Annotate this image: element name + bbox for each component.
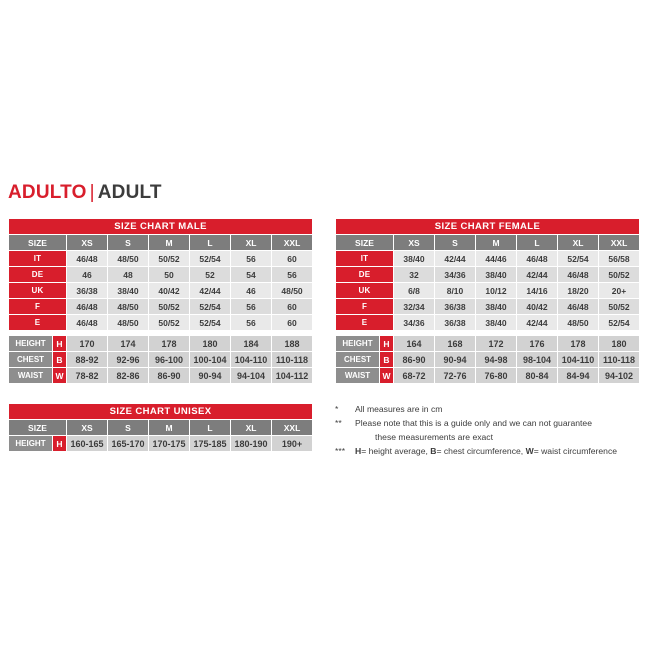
male-column-header: XL xyxy=(231,235,272,251)
size-chart-unisex xyxy=(8,403,313,452)
male-column-header: SIZE xyxy=(9,235,67,251)
measure-cell: 104-112 xyxy=(272,368,313,384)
measure-cell: 86-90 xyxy=(149,368,190,384)
male-measure-label: WAIST xyxy=(9,368,53,384)
table-cell: 10/12 xyxy=(476,283,517,299)
page-title-primary: ADULTO xyxy=(8,182,87,203)
measure-cell: 170-175 xyxy=(149,436,190,452)
table-cell: 34/36 xyxy=(435,267,476,283)
measure-cell: 175-185 xyxy=(190,436,231,452)
male-measure-label: HEIGHT xyxy=(9,336,53,352)
table-cell: 36/38 xyxy=(435,299,476,315)
male-row-label: DE xyxy=(9,267,67,283)
male-measure-label: CHEST xyxy=(9,352,53,368)
female-column-header: M xyxy=(476,235,517,251)
measure-cell: 168 xyxy=(435,336,476,352)
table-cell: 46/48 xyxy=(67,299,108,315)
unisex-column-header: XS xyxy=(67,420,108,436)
measure-cell: 92-96 xyxy=(108,352,149,368)
table-cell: 52/54 xyxy=(190,251,231,267)
unisex-column-header: SIZE xyxy=(9,420,67,436)
female-title: SIZE CHART FEMALE xyxy=(336,219,640,235)
table-cell: 60 xyxy=(272,315,313,331)
table-row xyxy=(336,267,640,283)
note-text: these measurements are exact xyxy=(375,432,493,442)
measure-cell: 184 xyxy=(231,336,272,352)
measure-row xyxy=(9,352,313,368)
male-column-header: M xyxy=(149,235,190,251)
female-column-header: S xyxy=(435,235,476,251)
table-cell: 60 xyxy=(272,251,313,267)
table-row xyxy=(336,315,640,331)
table-cell: 46/48 xyxy=(558,267,599,283)
male-header-row xyxy=(9,235,313,251)
measure-cell: 180 xyxy=(190,336,231,352)
measure-row xyxy=(9,368,313,384)
table-cell: 50 xyxy=(149,267,190,283)
female-column-header: XS xyxy=(394,235,435,251)
table-cell: 46/48 xyxy=(67,315,108,331)
table-cell: 48/50 xyxy=(272,283,313,299)
measure-cell: 160-165 xyxy=(67,436,108,452)
female-column-header: XXL xyxy=(599,235,640,251)
table-cell: 52/54 xyxy=(190,315,231,331)
table-cell: 34/36 xyxy=(394,315,435,331)
male-row-label: UK xyxy=(9,283,67,299)
table-cell: 48/50 xyxy=(108,251,149,267)
table-cell: 44/46 xyxy=(476,251,517,267)
unisex-title: SIZE CHART UNISEX xyxy=(9,404,313,420)
measure-cell: 84-94 xyxy=(558,368,599,384)
measure-cell: 76-80 xyxy=(476,368,517,384)
table-male-body xyxy=(9,219,313,384)
measure-cell: 164 xyxy=(394,336,435,352)
table-cell: 56 xyxy=(231,299,272,315)
male-column-header: L xyxy=(190,235,231,251)
male-column-header: XS xyxy=(67,235,108,251)
note-marker: * xyxy=(335,404,339,414)
note-marker xyxy=(335,431,355,444)
unisex-header-row xyxy=(9,420,313,436)
table-cell: 40/42 xyxy=(149,283,190,299)
female-row-label: F xyxy=(336,299,394,315)
measure-cell: 190+ xyxy=(272,436,313,452)
table-cell: 46/48 xyxy=(558,299,599,315)
measure-cell: 78-82 xyxy=(67,368,108,384)
female-measure-letter: H xyxy=(380,336,394,352)
table-cell: 54 xyxy=(231,267,272,283)
male-row-label: IT xyxy=(9,251,67,267)
male-row-label: F xyxy=(9,299,67,315)
measure-cell: 170 xyxy=(67,336,108,352)
table-cell: 46 xyxy=(67,267,108,283)
measure-cell: 172 xyxy=(476,336,517,352)
note-marker: *** xyxy=(335,446,346,456)
table-row xyxy=(9,283,313,299)
female-column-header: XL xyxy=(558,235,599,251)
table-row xyxy=(9,315,313,331)
table-cell: 50/52 xyxy=(149,251,190,267)
measure-cell: 82-86 xyxy=(108,368,149,384)
table-cell: 50/52 xyxy=(599,267,640,283)
unisex-column-header: L xyxy=(190,420,231,436)
measure-cell: 188 xyxy=(272,336,313,352)
note-item xyxy=(335,445,640,458)
table-cell: 40/42 xyxy=(517,299,558,315)
table-cell: 48/50 xyxy=(108,299,149,315)
table-row xyxy=(336,299,640,315)
note-text: Please note that this is a guide only and we can not guarantee xyxy=(355,418,592,428)
table-cell: 20+ xyxy=(599,283,640,299)
table-cell: 48 xyxy=(108,267,149,283)
page-title-separator: | xyxy=(89,182,95,203)
table-cell: 56 xyxy=(231,251,272,267)
measure-row xyxy=(9,336,313,352)
table-female-body xyxy=(336,219,640,384)
male-column-header: XXL xyxy=(272,235,313,251)
table-cell: 38/40 xyxy=(108,283,149,299)
measure-cell: 110-118 xyxy=(272,352,313,368)
female-measure-label: HEIGHT xyxy=(336,336,380,352)
unisex-title-row xyxy=(9,404,313,420)
measure-cell: 98-104 xyxy=(517,352,558,368)
note-item xyxy=(335,403,640,416)
table-cell: 56/58 xyxy=(599,251,640,267)
table-cell: 50/52 xyxy=(149,315,190,331)
size-chart-male xyxy=(8,218,313,384)
measure-cell: 104-110 xyxy=(231,352,272,368)
table-row xyxy=(336,283,640,299)
table-cell: 46/48 xyxy=(517,251,558,267)
size-chart-female xyxy=(335,218,640,384)
table-cell: 42/44 xyxy=(435,251,476,267)
table-cell: 50/52 xyxy=(599,299,640,315)
female-title-row xyxy=(336,219,640,235)
measure-cell: 68-72 xyxy=(394,368,435,384)
table-cell: 36/38 xyxy=(67,283,108,299)
table-cell: 14/16 xyxy=(517,283,558,299)
table-cell: 46/48 xyxy=(67,251,108,267)
table-row xyxy=(9,251,313,267)
male-measure-letter: B xyxy=(53,352,67,368)
table-cell: 8/10 xyxy=(435,283,476,299)
table-row xyxy=(336,251,640,267)
unisex-measure-letter: H xyxy=(53,436,67,452)
note-text: H= height average, B= chest circumference, W= waist circumference xyxy=(355,446,618,456)
table-cell: 18/20 xyxy=(558,283,599,299)
table-cell: 42/44 xyxy=(517,267,558,283)
male-measure-letter: W xyxy=(53,368,67,384)
note-marker: ** xyxy=(335,418,342,428)
measure-cell: 72-76 xyxy=(435,368,476,384)
table-cell: 42/44 xyxy=(517,315,558,331)
male-row-label: E xyxy=(9,315,67,331)
measure-cell: 94-98 xyxy=(476,352,517,368)
table-cell: 38/40 xyxy=(476,299,517,315)
female-header-row xyxy=(336,235,640,251)
table-cell: 6/8 xyxy=(394,283,435,299)
table-cell: 52/54 xyxy=(558,251,599,267)
note-item xyxy=(335,431,640,444)
measure-cell: 174 xyxy=(108,336,149,352)
measure-row xyxy=(9,436,313,452)
measure-cell: 165-170 xyxy=(108,436,149,452)
male-title: SIZE CHART MALE xyxy=(9,219,313,235)
page-title-secondary: ADULT xyxy=(97,182,162,203)
note-text: All measures are in cm xyxy=(355,404,443,414)
notes-block xyxy=(335,403,640,459)
female-column-header: SIZE xyxy=(336,235,394,251)
female-measure-letter: B xyxy=(380,352,394,368)
measure-cell: 80-84 xyxy=(517,368,558,384)
measure-cell: 96-100 xyxy=(149,352,190,368)
measure-cell: 100-104 xyxy=(190,352,231,368)
table-cell: 56 xyxy=(231,315,272,331)
measure-cell: 90-94 xyxy=(190,368,231,384)
unisex-column-header: S xyxy=(108,420,149,436)
note-item xyxy=(335,417,640,430)
measure-row xyxy=(336,368,640,384)
female-column-header: L xyxy=(517,235,558,251)
male-column-header: S xyxy=(108,235,149,251)
table-row xyxy=(9,299,313,315)
table-cell: 38/40 xyxy=(394,251,435,267)
unisex-column-header: M xyxy=(149,420,190,436)
measure-cell: 176 xyxy=(517,336,558,352)
unisex-column-header: XXL xyxy=(272,420,313,436)
table-cell: 56 xyxy=(272,267,313,283)
unisex-measure-label: HEIGHT xyxy=(9,436,53,452)
measure-cell: 180-190 xyxy=(231,436,272,452)
table-cell: 32 xyxy=(394,267,435,283)
male-measure-letter: H xyxy=(53,336,67,352)
table-row xyxy=(9,267,313,283)
table-cell: 52/54 xyxy=(599,315,640,331)
female-measure-label: WAIST xyxy=(336,368,380,384)
measure-cell: 104-110 xyxy=(558,352,599,368)
table-cell: 38/40 xyxy=(476,267,517,283)
measure-cell: 94-102 xyxy=(599,368,640,384)
table-cell: 32/34 xyxy=(394,299,435,315)
table-cell: 36/38 xyxy=(435,315,476,331)
table-cell: 52 xyxy=(190,267,231,283)
measure-row xyxy=(336,352,640,368)
female-row-label: E xyxy=(336,315,394,331)
measure-cell: 88-92 xyxy=(67,352,108,368)
measure-cell: 86-90 xyxy=(394,352,435,368)
table-cell: 48/50 xyxy=(108,315,149,331)
measure-cell: 180 xyxy=(599,336,640,352)
measure-cell: 178 xyxy=(149,336,190,352)
table-cell: 50/52 xyxy=(149,299,190,315)
measure-cell: 90-94 xyxy=(435,352,476,368)
unisex-column-header: XL xyxy=(231,420,272,436)
female-measure-letter: W xyxy=(380,368,394,384)
female-row-label: UK xyxy=(336,283,394,299)
measure-cell: 178 xyxy=(558,336,599,352)
table-cell: 46 xyxy=(231,283,272,299)
table-unisex-body xyxy=(9,404,313,452)
female-measure-label: CHEST xyxy=(336,352,380,368)
female-row-label: IT xyxy=(336,251,394,267)
table-cell: 52/54 xyxy=(190,299,231,315)
measure-cell: 110-118 xyxy=(599,352,640,368)
table-cell: 42/44 xyxy=(190,283,231,299)
measure-row xyxy=(336,336,640,352)
male-title-row xyxy=(9,219,313,235)
page-title xyxy=(8,182,162,204)
table-cell: 60 xyxy=(272,299,313,315)
measure-cell: 94-104 xyxy=(231,368,272,384)
table-cell: 38/40 xyxy=(476,315,517,331)
female-row-label: DE xyxy=(336,267,394,283)
table-cell: 48/50 xyxy=(558,315,599,331)
